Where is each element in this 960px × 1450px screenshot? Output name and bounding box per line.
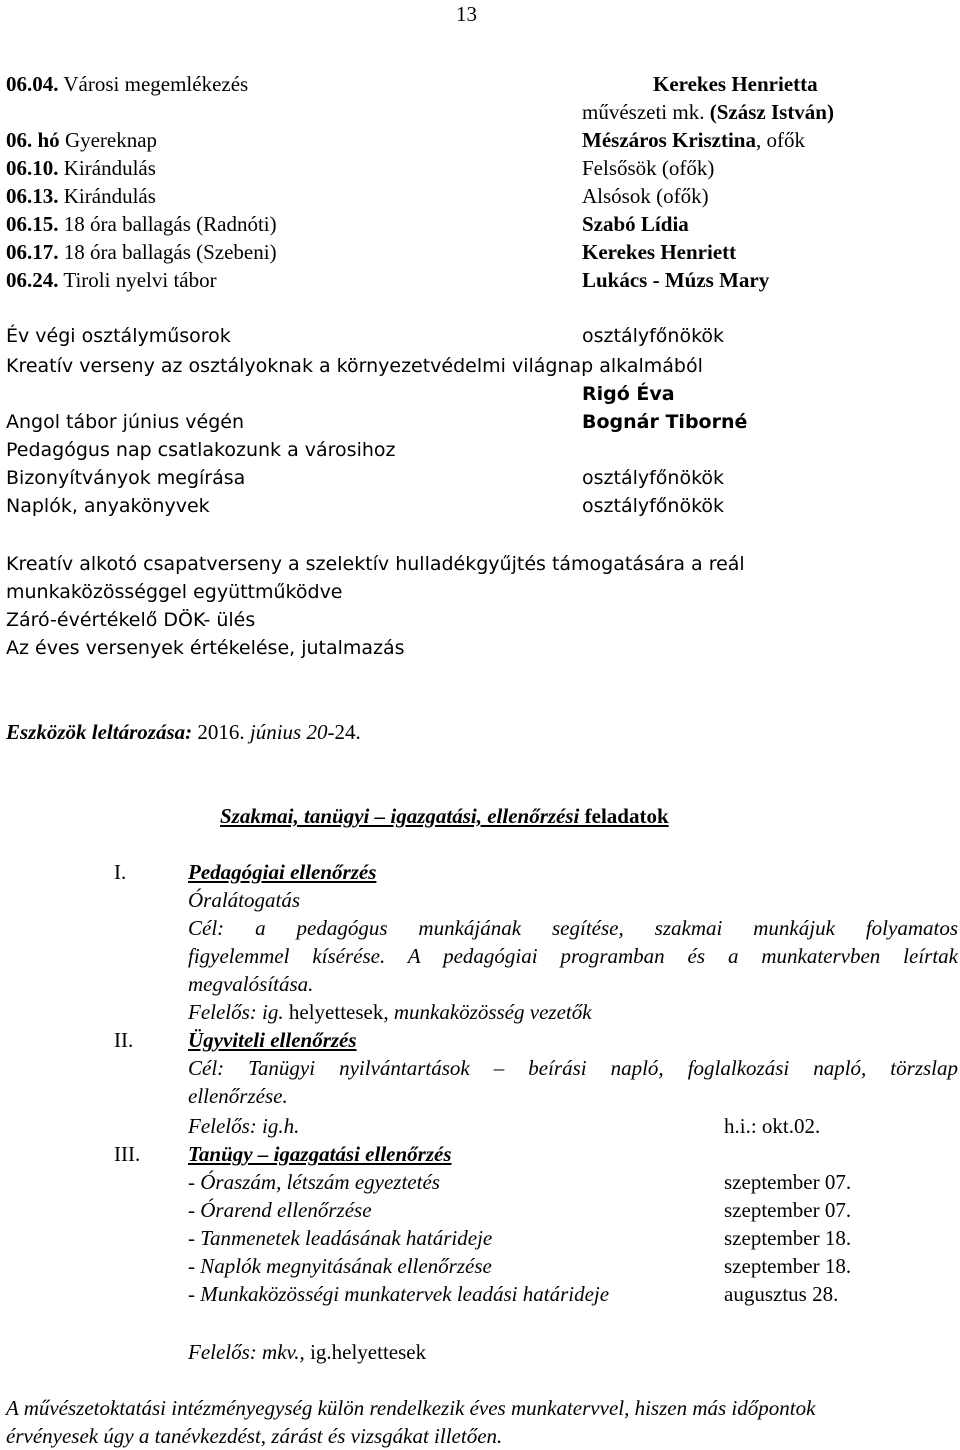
- check-item-date: szeptember 18.: [724, 1254, 852, 1278]
- section-heading: Pedagógiai ellenőrzés: [188, 860, 377, 884]
- check-item-date: szeptember 07.: [724, 1170, 852, 1194]
- section-goal-line: Cél: a pedagógus munkájának segítése, szakmai munkájuk folyamatos: [188, 916, 958, 940]
- check-item: - Naplók megnyitásának ellenőrzése: [188, 1254, 492, 1278]
- responsible-label: Felelős: mkv.,: [188, 1340, 305, 1364]
- section-number: I.: [114, 860, 127, 884]
- paragraph-line: munkaközösséggel együttműködve: [6, 581, 343, 603]
- inventory-date: június 20: [249, 720, 328, 744]
- inventory-line: [6, 718, 361, 746]
- event-responsible: Szabó Lídia: [582, 212, 689, 236]
- section-title-end: feladatok: [579, 804, 669, 828]
- event-responsible: Lukács - Múzs Mary: [582, 268, 770, 292]
- closing-line: A művészetoktatási intézményegység külön rendelkezik éves munkatervvel, hiszen más időpontok: [6, 1396, 816, 1420]
- section-number: III.: [114, 1142, 141, 1166]
- section-goal-line: Cél: Tanügyi nyilvántartások – beírási napló, foglalkozási napló, törzslap: [188, 1056, 958, 1080]
- page-number: 13: [456, 2, 477, 26]
- event-date: 06.24.: [6, 268, 59, 292]
- check-item: - Munkaközösségi munkatervek leadási határideje: [188, 1282, 610, 1306]
- task-text: Naplók, anyakönyvek: [6, 495, 210, 517]
- task-responsible: osztályfőnökök: [582, 467, 725, 489]
- section-responsible: [188, 998, 592, 1026]
- event-row: [6, 126, 157, 154]
- event-responsible-bold: Mészáros Krisztina: [582, 128, 756, 152]
- event-responsible: Kerekes Henriett: [582, 240, 737, 264]
- responsible-end: ig.helyettesek: [304, 1340, 427, 1364]
- section-number: II.: [114, 1028, 134, 1052]
- check-item: - Óraszám, létszám egyeztetés: [188, 1170, 440, 1194]
- section-goal-line: ellenőrzése.: [188, 1084, 288, 1108]
- inventory-date-end: -24.: [327, 720, 361, 744]
- section-heading: Tanügy – igazgatási ellenőrzés: [188, 1142, 452, 1166]
- task-text: Év végi osztályműsorok: [6, 325, 231, 347]
- task-text: Pedagógus nap csatlakozunk a városihoz: [6, 439, 396, 461]
- section-subheading: Óralátogatás: [188, 888, 301, 912]
- event-responsible-bold: (Szász István): [709, 100, 834, 124]
- event-responsible: Kerekes Henrietta: [653, 72, 818, 96]
- check-item: - Tanmenetek leadásának határideje: [188, 1226, 493, 1250]
- section-responsible: Felelős: ig.h.: [188, 1114, 300, 1138]
- check-item-date: szeptember 18.: [724, 1226, 852, 1250]
- section-title: [220, 802, 669, 830]
- event-row: [6, 266, 217, 294]
- task-text: Kreatív verseny az osztályoknak a környezetvédelmi világnap alkalmából: [6, 355, 703, 377]
- event-title: Gyereknap: [59, 128, 158, 152]
- inventory-year: 2016.: [192, 720, 250, 744]
- event-title: Kirándulás: [58, 156, 156, 180]
- event-title: 18 óra ballagás (Radnóti): [58, 212, 277, 236]
- event-date: 06.04.: [6, 72, 59, 96]
- event-date: 06.17.: [6, 240, 59, 264]
- event-responsible: [582, 126, 805, 154]
- event-responsible: Felsősök (ofők): [582, 156, 715, 180]
- responsible-label: Felelős: ig.: [188, 1000, 284, 1024]
- section-goal-line: megvalósítása.: [188, 972, 314, 996]
- check-item-date: szeptember 07.: [724, 1198, 852, 1222]
- event-row: [6, 238, 277, 266]
- check-item-date: augusztus 28.: [724, 1282, 839, 1306]
- task-responsible: osztályfőnökök: [582, 495, 725, 517]
- event-responsible-plain: művészeti mk.: [582, 100, 710, 124]
- event-responsible-plain: , ofők: [756, 128, 805, 152]
- check-item: - Órarend ellenőrzése: [188, 1198, 372, 1222]
- event-title: Tiroli nyelvi tábor: [58, 268, 217, 292]
- event-row: [6, 210, 277, 238]
- section-responsible: [188, 1338, 426, 1366]
- closing-line: érvényesek úgy a tanévkezdést, zárást és vizsgákat illetően.: [6, 1424, 503, 1448]
- task-responsible: osztályfőnökök: [582, 325, 725, 347]
- event-date: 06.13.: [6, 184, 59, 208]
- responsible-end: munkaközösség vezetők: [393, 1000, 592, 1024]
- paragraph-line: Az éves versenyek értékelése, jutalmazás: [6, 637, 405, 659]
- section-heading: Ügyviteli ellenőrzés: [188, 1028, 357, 1052]
- paragraph-line: Kreatív alkotó csapatverseny a szelektív hulladékgyűjtés támogatására a reál: [6, 553, 745, 575]
- event-title: 18 óra ballagás (Szebeni): [58, 240, 277, 264]
- section-title-italic: Szakmai, tanügyi – igazgatási, ellenőrzési: [220, 804, 580, 828]
- event-title: Kirándulás: [58, 184, 156, 208]
- section-goal-line: figyelemmel kísérése. A pedagógiai programban és a munkatervben leírtak: [188, 944, 958, 968]
- event-date: 06.15.: [6, 212, 59, 236]
- event-responsible: Alsósok (ofők): [582, 184, 709, 208]
- task-text: Angol tábor június végén: [6, 411, 245, 433]
- paragraph-line: Záró-évértékelő DÖK- ülés: [6, 609, 256, 631]
- event-date: 06.10.: [6, 156, 59, 180]
- task-text: Bizonyítványok megírása: [6, 467, 246, 489]
- event-date: 06. hó: [6, 128, 60, 152]
- event-row: [6, 154, 156, 182]
- section-deadline: h.i.: okt.02.: [724, 1114, 821, 1138]
- event-responsible: [582, 98, 834, 126]
- event-row: [6, 70, 248, 98]
- inventory-label: Eszközök leltározása:: [6, 720, 193, 744]
- task-responsible: Bognár Tiborné: [582, 411, 748, 433]
- responsible-mid: helyettesek,: [283, 1000, 394, 1024]
- task-responsible: Rigó Éva: [582, 383, 675, 405]
- event-title: Városi megemlékezés: [58, 72, 249, 96]
- event-row: [6, 182, 156, 210]
